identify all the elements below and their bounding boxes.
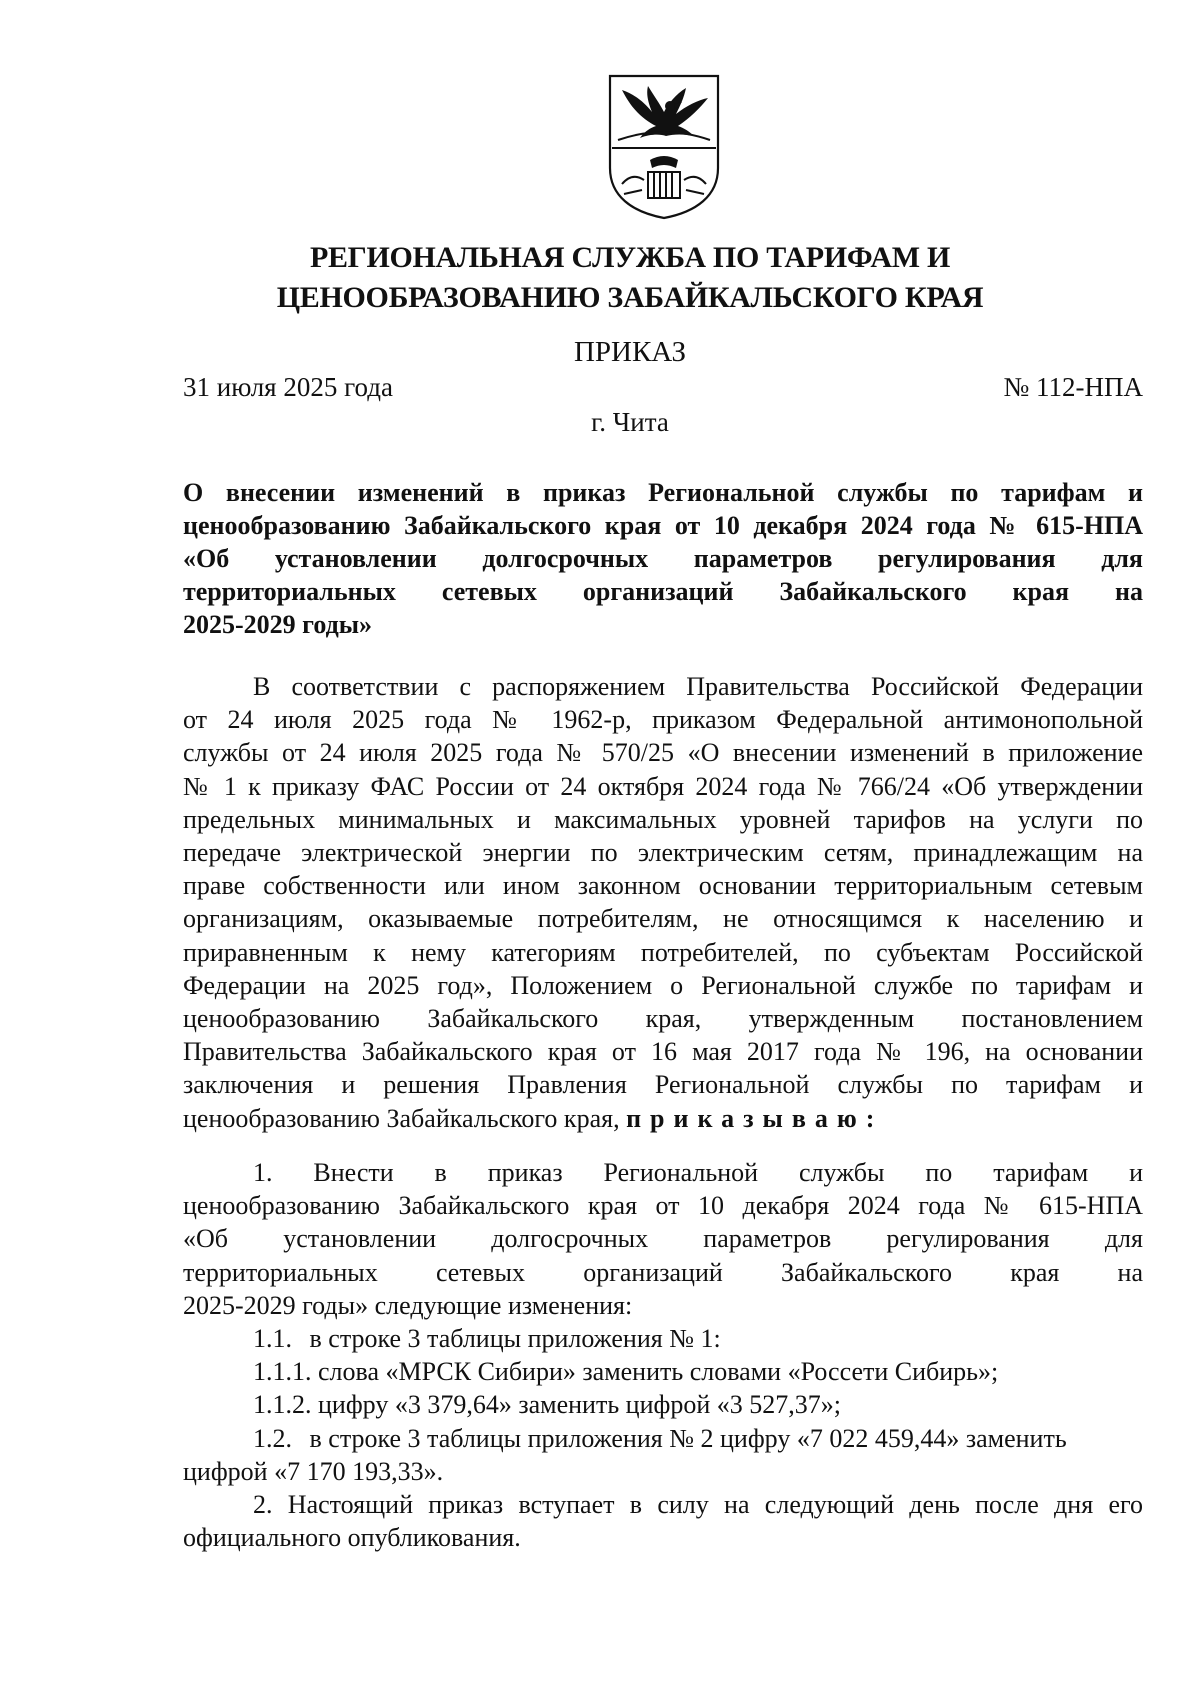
item-1-1-1: 1.1.1. слова «МРСК Сибири» заменить словами «Россети Сибирь»; <box>253 1357 999 1387</box>
item-1-line: ценообразованию Забайкальского края от 10 декабря 2024 года № 615-НПА <box>183 1191 1143 1221</box>
item-1-2 <box>183 1422 1143 1455</box>
org-title-line-1: РЕГИОНАЛЬНАЯ СЛУЖБА ПО ТАРИФАМ И <box>309 241 951 274</box>
subject-line: О внесении изменений в приказ Региональной службы по тарифам и <box>183 478 1143 507</box>
preamble-line: № 1 к приказу ФАС России от 24 октября 2024 года № 766/24 «Об утверждении <box>183 771 1143 801</box>
preamble-line: заключения и решения Правления Региональной службы по тарифам и <box>183 1070 1143 1100</box>
item-1-line: «Об установлении долгосрочных параметров регулирования для <box>183 1224 1143 1254</box>
resolve-word: приказываю: <box>626 1103 884 1133</box>
item-1-2-number: 1.2. <box>253 1423 292 1453</box>
organization-title <box>180 238 1080 318</box>
document-city: г. Чита <box>591 407 669 437</box>
document-date: 31 июля 2025 года <box>183 372 393 402</box>
preamble-line: службы от 24 июля 2025 года № 570/25 «О внесении изменений в приложение <box>183 738 1143 768</box>
preamble-last-line <box>183 1102 1143 1135</box>
preamble-line: праве собственности или ином законном основании территориальным сетевым <box>183 871 1143 901</box>
item-2-line: 2. Настоящий приказ вступает в силу на следующий день после дня его <box>253 1490 1143 1520</box>
coat-of-arms-eagle-icon <box>604 72 724 220</box>
preamble-line: Правительства Забайкальского края от 16 мая 2017 года № 196, на основании <box>183 1037 1143 1067</box>
subject-line: территориальных сетевых организаций Забайкальского края на <box>183 577 1143 606</box>
item-1-1-text: в строке 3 таблицы приложения № 1: <box>309 1324 721 1354</box>
document-type: ПРИКАЗ <box>573 336 687 368</box>
order-items <box>183 1156 1143 1554</box>
document-number: № 112-НПА <box>1003 372 1143 402</box>
preamble-line: от 24 июля 2025 года № 1962-р, приказом Федеральной антимонопольной <box>183 705 1143 735</box>
item-1-1-2: 1.1.2. цифру «3 379,64» заменить цифрой «3 527,37»; <box>253 1390 841 1420</box>
item-1-2-text: в строке 3 таблицы приложения № 2 цифру «7 022 459,44» заменить <box>309 1423 1067 1453</box>
preamble-line: передаче электрической энергии по электрическим сетям, принадлежащим на <box>183 838 1143 868</box>
preamble-line: организациям, оказываемые потребителям, не относящимся к населению и <box>183 904 1143 934</box>
preamble-line: приравненным к нему категориям потребителей, по субъектам Российской <box>183 937 1143 967</box>
item-1-1 <box>183 1322 1143 1355</box>
item-1-line: 2025-2029 годы» следующие изменения: <box>183 1290 633 1320</box>
item-2-line: официального опубликования. <box>183 1523 521 1553</box>
subject-line: «Об установлении долгосрочных параметров регулирования для <box>183 544 1143 573</box>
item-1-1-number: 1.1. <box>253 1324 292 1354</box>
item-1-line: 1. Внести в приказ Региональной службы по тарифам и <box>253 1158 1143 1187</box>
document-subject <box>183 476 1143 641</box>
item-1-line: территориальных сетевых организаций Забайкальского края на <box>183 1257 1143 1287</box>
org-title-line-2: ЦЕНООБРАЗОВАНИЮ ЗАБАЙКАЛЬСКОГО КРАЯ <box>276 281 984 314</box>
preamble-line: предельных минимальных и максимальных уровней тарифов на услуги по <box>183 804 1143 834</box>
preamble-line: ценообразованию Забайкальского края, <box>183 1103 627 1133</box>
item-1-2-continuation: цифрой «7 170 193,33». <box>183 1456 444 1486</box>
preamble-line: В соответствии с распоряжением Правительства Российской Федерации <box>253 672 1143 701</box>
preamble-line: Федерации на 2025 год», Положением о Региональной службе по тарифам и <box>183 970 1143 1000</box>
subject-line: ценообразованию Забайкальского края от 10 декабря 2024 года № 615-НПА <box>183 511 1143 540</box>
preamble-paragraph <box>183 670 1143 1135</box>
subject-line: 2025-2029 годы» <box>183 610 373 639</box>
preamble-line: ценообразованию Забайкальского края, утвержденным постановлением <box>183 1004 1143 1034</box>
